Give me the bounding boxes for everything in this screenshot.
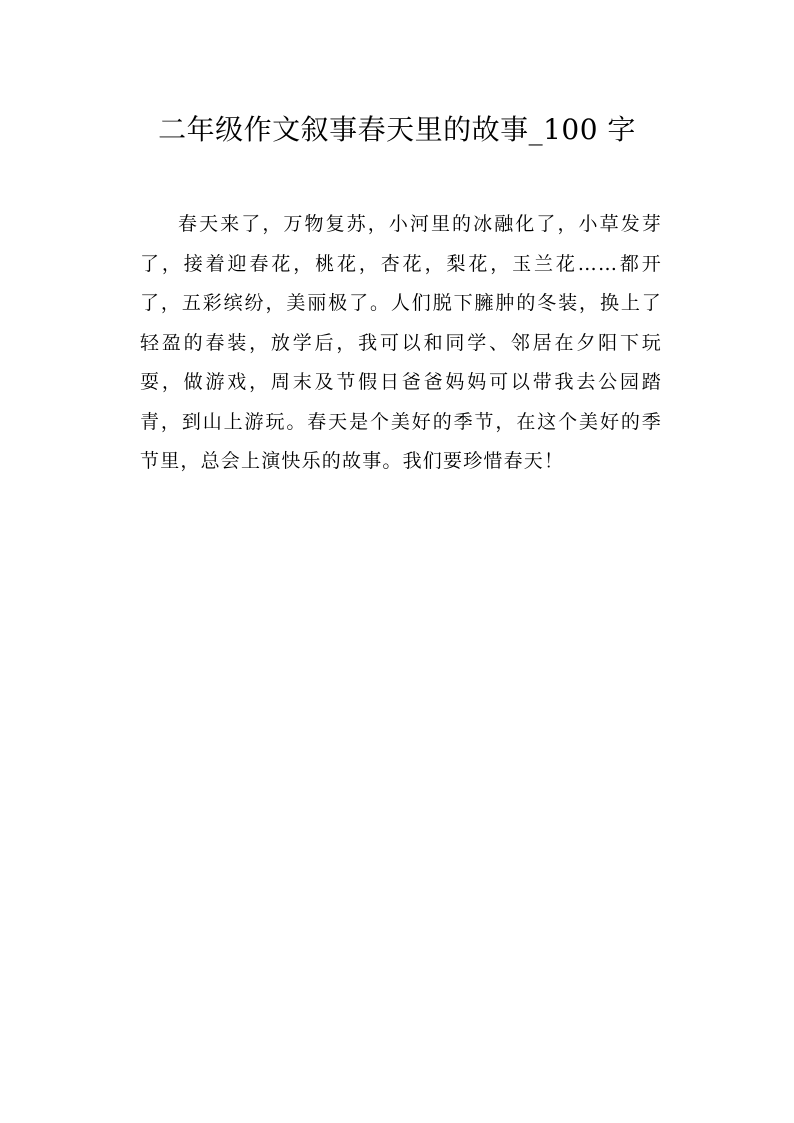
document-title: 二年级作文叙事春天里的故事_100 字 — [158, 113, 636, 146]
document-body-paragraph: 春天来了，万物复苏，小河里的冰融化了，小草发芽了，接着迎春花，桃花，杏花，梨花，玉兰花……都开了，五彩缤纷，美丽极了。人们脱下臃肿的冬装，换上了轻盈的春装，放学后，我可以和同学、邻居在夕阳下玩耍，做游戏，周末及节假日爸爸妈妈可以带我去公园踏青，到山上游玩。春天是个美好的季节，在这个美好的季节里，总会上演快乐的故事。我们要珍惜春天！ — [140, 213, 662, 472]
